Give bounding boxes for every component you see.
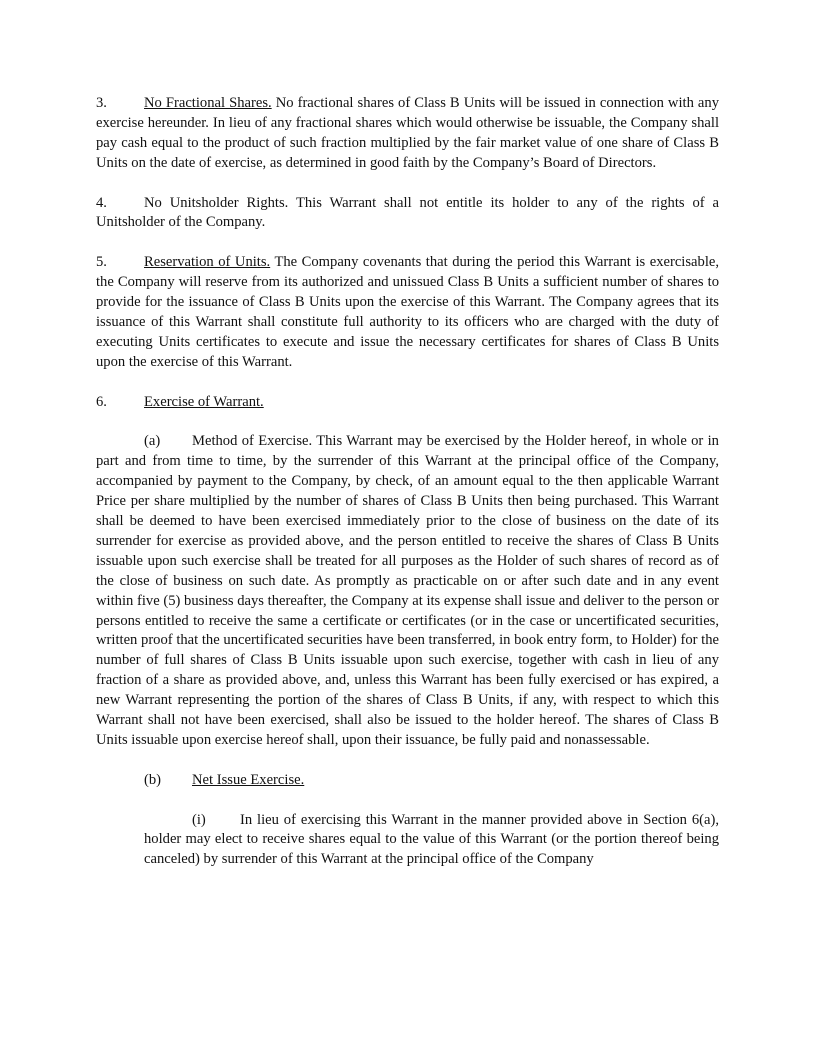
section-heading: No Fractional Shares. xyxy=(144,95,272,111)
section-heading: No Unitsholder Rights. xyxy=(144,194,289,211)
section-number: 4. xyxy=(96,194,107,211)
section-heading: Reservation of Units. xyxy=(144,254,271,271)
section-6b xyxy=(96,771,719,791)
document-page xyxy=(96,94,719,870)
section-number: 5. xyxy=(96,254,107,271)
clause-body: In lieu of exercising this Warrant in the manner provided above in Section 6(a), holder may elect to receive shares equal to the value of this Warrant (or the portion thereof being canceled) by surrender of this Warrant at the principal office of the Company xyxy=(144,811,719,868)
clause-numeral: (i) xyxy=(192,811,206,828)
section-body: No fractional shares of Class B Units will be issued in connection with any exercise hereunder. In lieu of any fractional shares which would otherwise be issuable, the Company shall pay cash equal to the product of such fraction multiplied by the fair market value of one share of Class B Units on the date of exercise, as determined in good faith by the Company’s Board of Directors. xyxy=(96,95,719,171)
subsection-body: This Warrant may be exercised by the Holder hereof, in whole or in part and from time to time, by the surrender of this Warrant at the principal office of the Company, accompanied by payment to the Company, by check, of an amount equal to the then applicable Warrant Price per share multiplied by the number of shares of Class B Units then being purchased. This Warrant shall be deemed to have been exercised immediately prior to the close of business on the date of its surrender for exercise as provided above, and the person entitled to receive the shares of Class B Units issuable upon such exercise shall be treated for all purposes as the Holder of such shares of record as of the close of business on such date. As promptly as practicable on or after such date and in any event within five (5) business days thereafter, the Company at its expense shall issue and deliver to the person or persons entitled to receive the same a certificate or certificates (or in the case or uncertificated securities, written proof that the uncertificated securities have been transferred, in book entry form, to Holder) for the number of full shares of Class B Units issuable upon such exercise, together with cash in lieu of any fraction of a share as provided above, and, unless this Warrant has been fully exercised or has expired, a new Warrant representing the portion of the shares of Class B Units, if any, with respect to which this Warrant shall not have been exercised, shall also be issued to the holder hereof. The shares of Class B Units issuable upon exercise hereof shall, upon their issuance, be fully paid and nonassessable. xyxy=(96,433,719,748)
section-6a xyxy=(96,432,719,751)
section-6b-i xyxy=(96,811,719,871)
section-3 xyxy=(96,94,719,174)
section-body: The Company covenants that during the period this Warrant is exercisable, the Company will reserve from its authorized and unissued Class B Units a sufficient number of shares to provide for the issuance of Class B Units upon the exercise of this Warrant. The Company agrees that its issuance of this Warrant shall constitute full authority to its officers who are charged with the duty of executing Units certificates to execute and issue the necessary certificates for shares of Class B Units upon the exercise of this Warrant. xyxy=(96,254,719,370)
subsection-heading: Net Issue Exercise. xyxy=(192,771,305,788)
section-6 xyxy=(96,393,719,413)
section-body: This Warrant shall not entitle its holder to any of the rights of a Unitsholder of the Company. xyxy=(96,194,719,231)
section-number: 6. xyxy=(96,393,107,410)
section-5 xyxy=(96,253,719,372)
subsection-letter: (a) xyxy=(144,433,161,450)
section-heading: Exercise of Warrant. xyxy=(144,393,264,410)
subsection-heading: Method of Exercise. xyxy=(192,433,313,450)
subsection-letter: (b) xyxy=(144,771,162,788)
section-number: 3. xyxy=(96,95,107,111)
section-4 xyxy=(96,194,719,234)
